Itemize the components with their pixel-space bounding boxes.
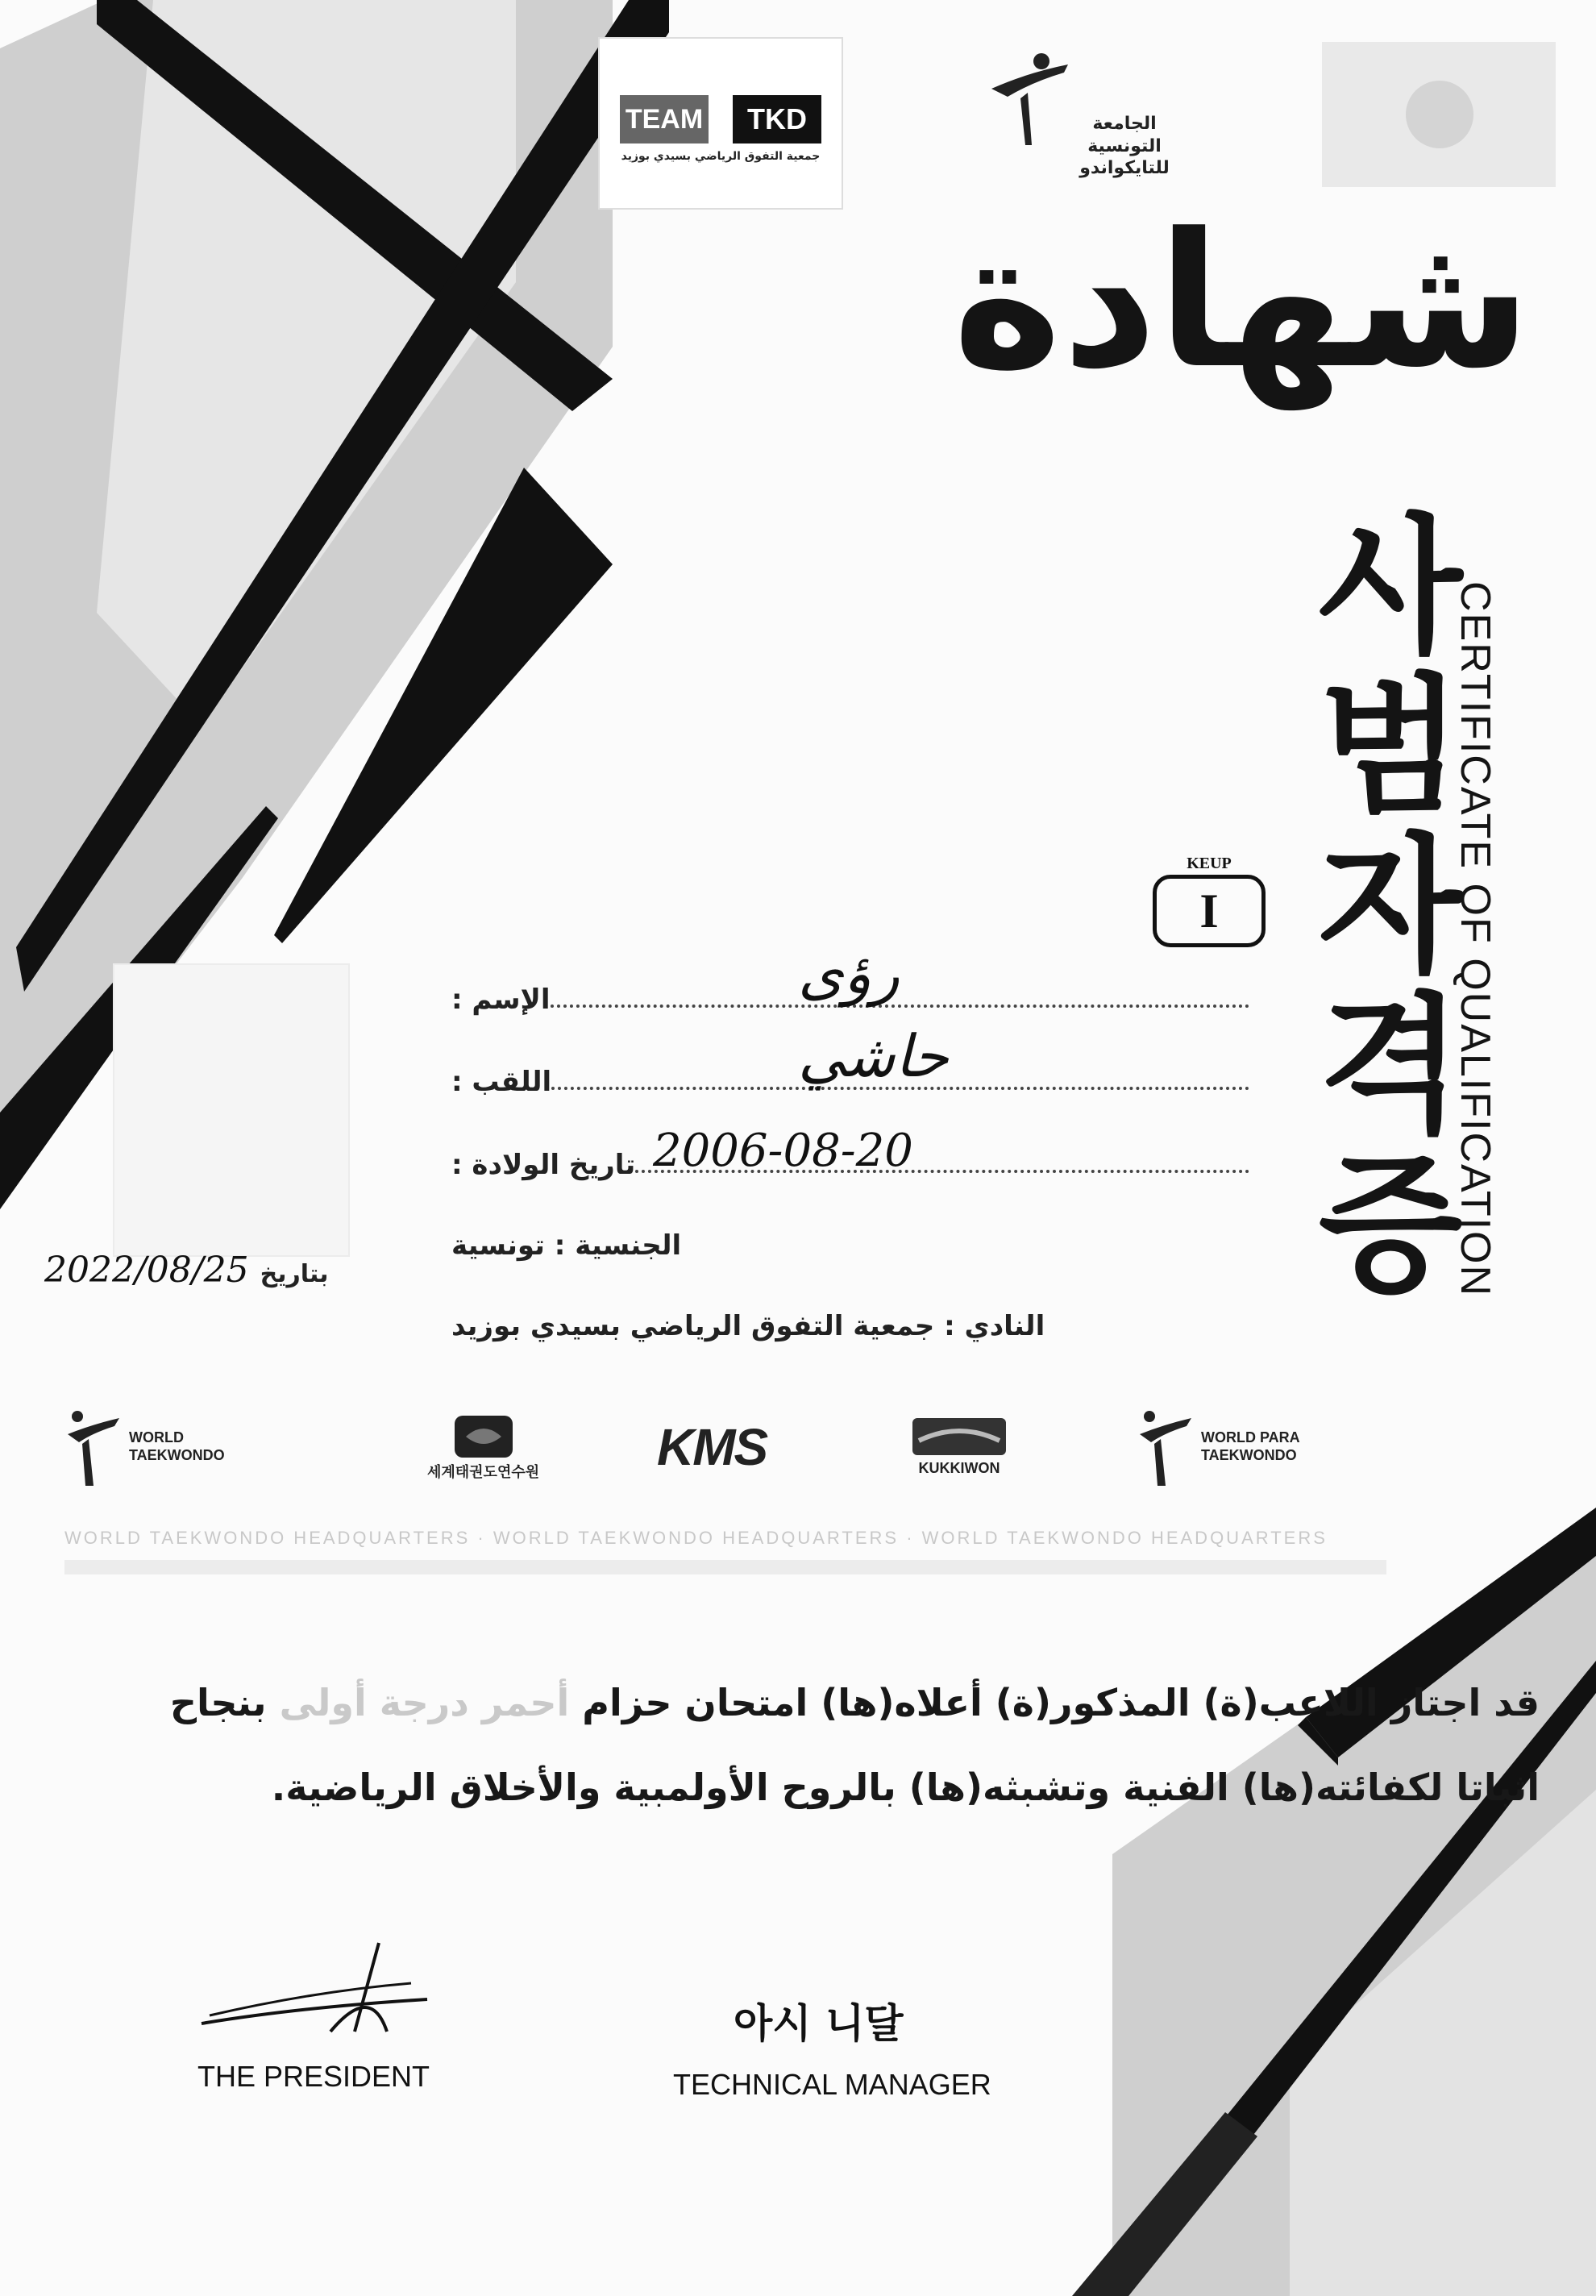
title-korean-char-2: 범 (1318, 659, 1463, 834)
club-logo-caption: جمعية التفوق الرياضي بسيدي بوزيد (621, 150, 821, 163)
nationality-field (451, 1229, 1257, 1262)
surname-label: اللقب : (451, 1066, 552, 1098)
org-world-taekwondo (64, 1403, 274, 1491)
federation-name (1064, 113, 1185, 180)
name-dotted-line (551, 1004, 1249, 1008)
org-world-para-taekwondo (1137, 1403, 1386, 1491)
statement-belt-grade: أحمر درجة أولى (279, 1681, 570, 1724)
photo-placeholder (113, 963, 350, 1257)
title-korean-char-5: 증 (1318, 1138, 1463, 1312)
nationality-label: الجنسية : تونسية (451, 1229, 682, 1262)
statement-line-2: اثباتا لكفائته(ها) الفنية وتشبثه(ها) بالروح الأولمبية والأخلاق الرياضية. (271, 1766, 1540, 1809)
title-korean-char-3: 자 (1318, 818, 1463, 993)
world-para-taekwondo-icon (1137, 1407, 1193, 1487)
title-korean-char-1: 사 (1318, 500, 1463, 674)
wt-academy-icon (451, 1412, 516, 1461)
org-kms (657, 1403, 767, 1491)
tkd-logo-text: TKD (733, 95, 821, 144)
org-kukkiwon (911, 1403, 1008, 1491)
team-tkd-badge (620, 95, 821, 144)
club-label: النادي : جمعية التفوق الرياضي بسيدي بوزيد (451, 1310, 1045, 1342)
president-role: THE PRESIDENT (197, 2060, 430, 2093)
organizations-row (64, 1403, 1386, 1491)
keup-grade (1145, 855, 1274, 951)
issue-date-label: بتاريخ (260, 1260, 329, 1288)
technical-manager-name: 아시 니달 (734, 2000, 904, 2047)
headquarters-band (64, 1560, 1386, 1574)
kms-icon: KMS (657, 1418, 767, 1476)
surname-handwritten: حاشي (798, 1022, 949, 1090)
headquarters-banner: WORLD TAEKWONDO HEADQUARTERS · WORLD TAEKWONDO HEADQUARTERS · WORLD TAEKWONDO HEADQUARTERS (64, 1528, 1328, 1548)
org-wt-academy (427, 1403, 539, 1491)
federation-name-line-2: التونسية (1087, 135, 1162, 156)
federation-name-line-3: للتايكواندو (1079, 158, 1170, 178)
technical-manager-role: TECHNICAL MANAGER (673, 2068, 991, 2101)
federation-name-line-1: الجامعة (1092, 114, 1157, 134)
issue-date-handwritten: 2022/08/25 (44, 1250, 249, 1291)
title-english: CERTIFICATE OF QUALIFICATION (1452, 580, 1498, 1298)
taekwondo-kicker-icon (983, 48, 1072, 153)
org-kukkiwon-label: KUKKIWON (918, 1460, 1000, 1477)
name-handwritten: رؤى (798, 939, 900, 1007)
name-label: الإسم : (451, 984, 551, 1016)
tunisia-flag (1322, 42, 1556, 187)
title-arabic: شهادة (952, 194, 1532, 410)
org-world-para-taekwondo-label: WORLD PARA TAEKWONDO (1201, 1429, 1299, 1463)
team-logo-text: TEAM (620, 95, 709, 144)
federation-logo (983, 48, 1185, 193)
org-wt-academy-label: 세계태권도연수원 (427, 1464, 540, 1481)
kukkiwon-icon (911, 1416, 1008, 1457)
statement-line-1-start: قد اجتاز اللاعب(ة) المذكور(ة) أعلاه(ها) امتحان حزام (582, 1681, 1540, 1724)
world-taekwondo-icon (64, 1407, 121, 1487)
statement-line-1-end: بنجاح (169, 1681, 267, 1724)
title-english-wrap (1443, 500, 1507, 1379)
flag-emblem-icon (1406, 81, 1473, 148)
statement-line-1 (169, 1681, 1540, 1724)
club-field (451, 1310, 1257, 1342)
birthdate-label: تاريخ الولادة : (451, 1149, 636, 1181)
org-world-taekwondo-label: WORLD TAEKWONDO (129, 1429, 225, 1463)
keup-value: I (1153, 875, 1266, 947)
title-korean-char-4: 격 (1318, 978, 1463, 1153)
keup-label: KEUP (1187, 855, 1232, 872)
club-logo (598, 37, 843, 210)
birthdate-handwritten: 2006-08-20 (653, 1125, 913, 1177)
issue-date-row (44, 1250, 329, 1291)
president-signature (185, 1935, 443, 2056)
